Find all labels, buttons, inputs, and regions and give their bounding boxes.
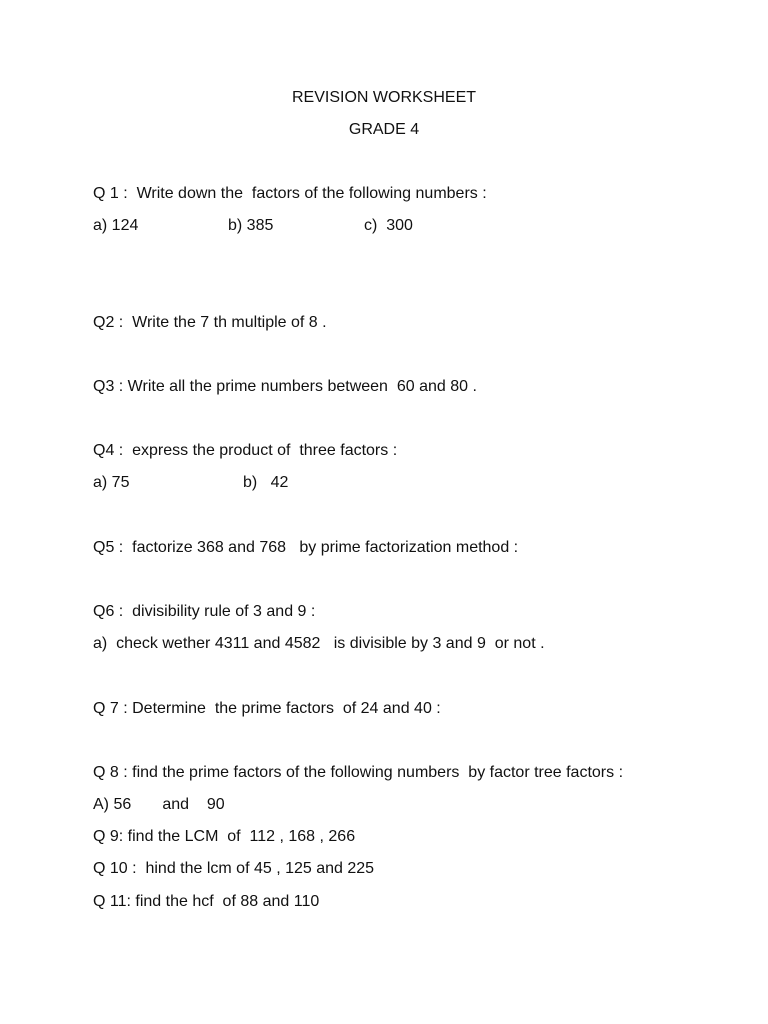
- question-6-option-a: a) check wether 4311 and 4582 is divisible by 3 and 9 or not .: [93, 635, 545, 652]
- question-10: Q 10 : hind the lcm of 45 , 125 and 225: [93, 860, 375, 877]
- question-5: Q5 : factorize 368 and 768 by prime factorization method :: [93, 539, 519, 556]
- question-3: Q3 : Write all the prime numbers between 60 and 80 .: [93, 378, 477, 395]
- question-4-option-b: b) 42: [243, 474, 289, 491]
- question-1-option-a: a) 124: [93, 217, 139, 234]
- question-4: Q4 : express the product of three factors :: [93, 442, 398, 459]
- question-6: Q6 : divisibility rule of 3 and 9 :: [93, 603, 316, 620]
- question-9: Q 9: find the LCM of 112 , 168 , 266: [93, 828, 356, 845]
- question-11: Q 11: find the hcf of 88 and 110: [93, 893, 320, 910]
- question-1-option-c: c) 300: [364, 217, 413, 234]
- question-8-option-a: A) 56 and 90: [93, 796, 225, 813]
- grade-label: GRADE 4: [348, 121, 420, 138]
- worksheet-title: REVISION WORKSHEET: [291, 89, 477, 106]
- question-7: Q 7 : Determine the prime factors of 24 and 40 :: [93, 700, 441, 717]
- question-8: Q 8 : find the prime factors of the following numbers by factor tree factors :: [93, 764, 624, 781]
- question-1: Q 1 : Write down the factors of the following numbers :: [93, 185, 487, 202]
- question-1-option-b: b) 385: [228, 217, 274, 234]
- question-2: Q2 : Write the 7 th multiple of 8 .: [93, 314, 327, 331]
- question-4-option-a: a) 75: [93, 474, 130, 491]
